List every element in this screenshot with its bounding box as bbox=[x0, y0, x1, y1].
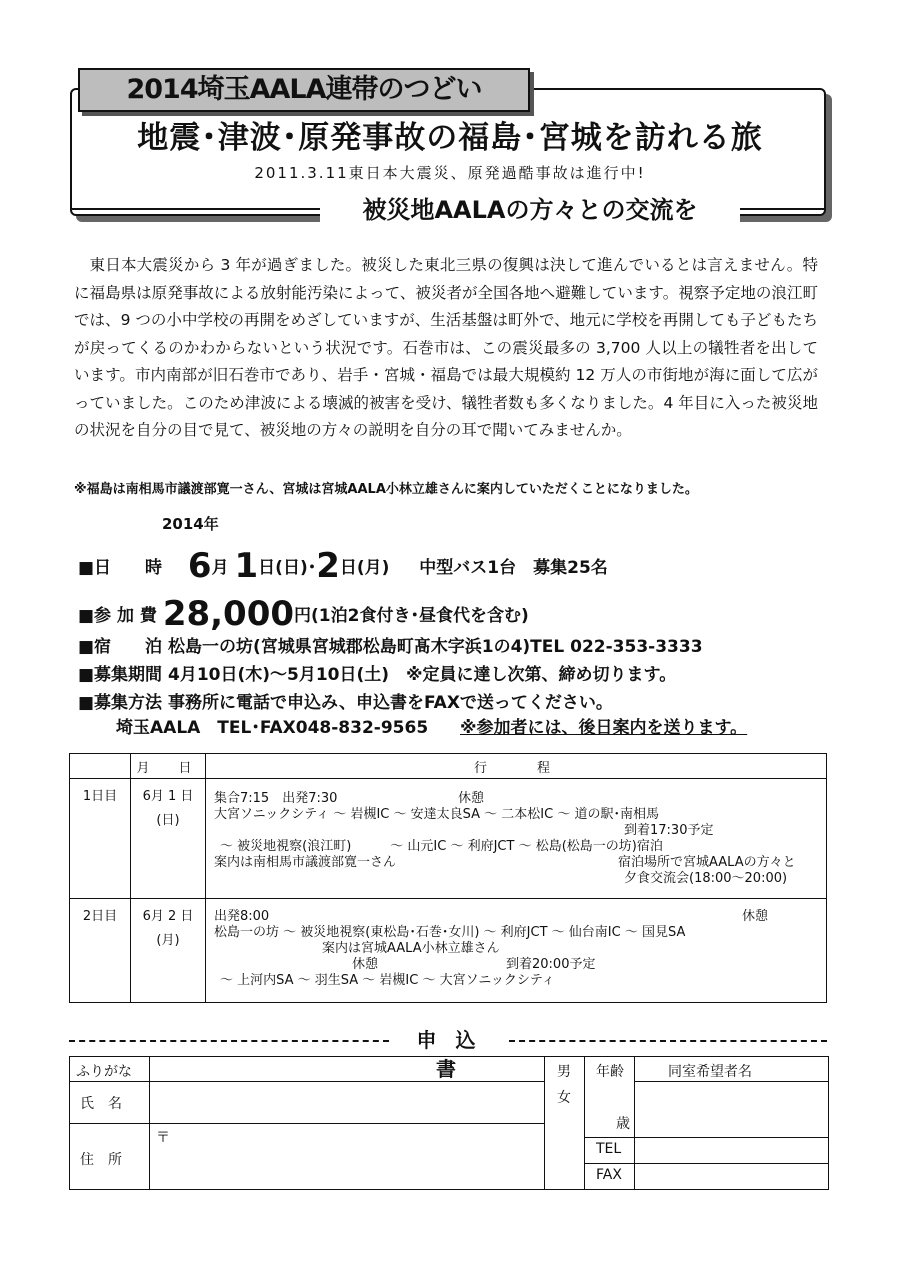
fax-label: FAX bbox=[596, 1167, 622, 1183]
fax-field[interactable] bbox=[636, 1165, 826, 1187]
stay-line bbox=[78, 632, 703, 657]
period-line bbox=[78, 660, 676, 685]
sub-title: 被災地AALAの方々との交流を bbox=[320, 190, 740, 225]
method-label: ■募集方法 bbox=[78, 693, 163, 713]
date-line bbox=[78, 546, 608, 586]
gender-female[interactable]: 女 bbox=[557, 1090, 571, 1106]
postal-mark: 〒 bbox=[156, 1130, 170, 1146]
itinerary-line: 大宮ソニックシティ ～ 岩槻IC ～ 安達太良SA ～ 二本松IC ～ 道の駅･南相馬 bbox=[214, 807, 659, 822]
itinerary-line: 到着17:30予定 bbox=[624, 823, 714, 838]
heading-dash-left bbox=[69, 1040, 389, 1042]
day1-itinerary bbox=[206, 779, 827, 899]
date-extra: 中型バス1台 募集25名 bbox=[419, 558, 608, 578]
itinerary-line: 夕食交流会(18:00～20:00) bbox=[624, 871, 788, 886]
fee-line bbox=[78, 594, 529, 634]
day2-date-cell bbox=[131, 899, 206, 1003]
form-line bbox=[634, 1057, 635, 1189]
contact-note: ※参加者には、後日案内を送ります。 bbox=[460, 718, 748, 738]
schedule-table bbox=[69, 753, 827, 1003]
itinerary-line: 松島一の坊 ～ 被災地視察(東松島･石巻･女川) ～ 利府JCT ～ 仙台南IC ～ 国見SA bbox=[214, 925, 686, 940]
heading-dash-right bbox=[509, 1040, 827, 1042]
itinerary-line: ～ 被災地視察(浪江町) ～ 山元IC ～ 利府JCT ～ 松島(松島一の坊)宿泊 bbox=[220, 839, 663, 854]
contact-info: 埼玉AALA TEL･FAX048-832-9565 bbox=[116, 718, 429, 738]
date-day1-suffix: 日(日)･ bbox=[258, 558, 317, 578]
method-line bbox=[78, 688, 613, 713]
form-line bbox=[70, 1081, 544, 1082]
day1-date-cell bbox=[131, 779, 206, 899]
period-value: 4月10日(木)～5月10日(土) ※定員に達し次第、締め切ります。 bbox=[167, 665, 677, 685]
schedule-header-row bbox=[70, 754, 827, 779]
date-day2-suffix: 日(月) bbox=[339, 558, 390, 578]
date-day1: 1 bbox=[234, 546, 259, 586]
address-field[interactable] bbox=[154, 1125, 542, 1187]
form-line bbox=[70, 1123, 544, 1124]
form-line bbox=[544, 1057, 545, 1189]
stay-label: ■宿 泊 bbox=[78, 637, 163, 657]
itinerary-line: ～ 上河内SA ～ 羽生SA ～ 岩槻IC ～ 大宮ソニックシティ bbox=[220, 973, 555, 988]
application-form bbox=[69, 1056, 829, 1190]
day2-itinerary bbox=[206, 899, 827, 1003]
fee-suffix: 円(1泊2食付き･昼食代を含む) bbox=[294, 606, 529, 626]
date-month-unit: 月 bbox=[211, 558, 229, 578]
date-day2: 2 bbox=[316, 546, 340, 586]
address-label: 住 所 bbox=[80, 1152, 122, 1168]
period-label: ■募集期間 bbox=[78, 665, 163, 685]
form-line bbox=[584, 1163, 828, 1164]
sub-title-banner bbox=[70, 190, 826, 226]
day1-label: 1日目 bbox=[70, 779, 131, 899]
itinerary-line: 休憩 bbox=[352, 957, 379, 972]
day1-date: 6月 1 日 bbox=[142, 789, 194, 804]
age-label: 年齢 bbox=[596, 1064, 624, 1080]
tel-field[interactable] bbox=[636, 1139, 826, 1161]
form-line bbox=[634, 1081, 828, 1082]
day2-weekday: (月) bbox=[156, 933, 180, 948]
event-year: 2014年 bbox=[162, 515, 219, 533]
itinerary-line: 休憩 bbox=[742, 909, 769, 924]
day2-date: 6月 2 日 bbox=[142, 909, 194, 924]
intro-paragraph: 東日本大震災から 3 年が過ぎました。被災した東北三県の復興は決して進んでいるとは言えません。特に福島県は原発事故による放射能汚染によって、被災者が全国各地へ避難しています。視察予定地の浪江町では、9 つの小中学校の再開をめざしていますが、生活基盤は町外で、地元に学校を再開しても子どもたちが戻ってくるのかわからないという状況です。石巻市は、この震災最多の 3,700 人以上の犠牲者を出しています。市内南部が旧石巻市であり、岩手・宮城・福島では最大規模約 12 万人の市街地が海に面して広がっていました。このため津波による壊滅的被害を受け、犠牲者数も多くなりました。4 年目に入った被災地の状況を自分の目で見て、被災地の方々の説明を自分の耳で聞いてみませんか。 bbox=[74, 256, 818, 439]
main-title: 地震･津波･原発事故の福島･宮城を訪れる旅 bbox=[137, 120, 763, 156]
roommate-label: 同室希望者名 bbox=[668, 1064, 752, 1080]
schedule-row-day2 bbox=[70, 899, 827, 1003]
date-label: ■日 時 bbox=[78, 558, 163, 578]
contact-line bbox=[116, 713, 747, 738]
banner-rule-right bbox=[740, 208, 826, 210]
schedule-header-itinerary: 行 程 bbox=[206, 754, 827, 779]
name-field[interactable] bbox=[154, 1083, 542, 1121]
day1-weekday: (日) bbox=[156, 813, 180, 828]
schedule-header-date: 月 日 bbox=[131, 754, 206, 779]
stay-value: 松島一の坊(宮城県宮城郡松島町髙木字浜1の4)TEL 022-353-3333 bbox=[167, 637, 703, 657]
fee-label: ■参 加 費 bbox=[78, 606, 157, 626]
date-month: 6 bbox=[187, 546, 212, 586]
banner-rule-left bbox=[70, 208, 320, 210]
fee-value: 28,000 bbox=[162, 594, 295, 634]
itinerary-line: 宿泊場所で宮城AALAの方々と bbox=[618, 855, 796, 870]
itinerary-line: 出発8:00 bbox=[214, 909, 270, 924]
form-line bbox=[584, 1057, 585, 1189]
method-value: 事務所に電話で申込み、申込書をFAXで送ってください。 bbox=[167, 693, 613, 713]
guide-note: ※福島は南相馬市議渡部寛一さん、宮城は宮城AALA小林立雄さんに案内していただくことになりました。 bbox=[74, 482, 698, 497]
furigana-label: ふりがな bbox=[76, 1064, 132, 1080]
tel-label: TEL bbox=[596, 1141, 622, 1157]
day2-label: 2日目 bbox=[70, 899, 131, 1003]
schedule-header-day bbox=[70, 754, 131, 779]
furigana-field[interactable] bbox=[154, 1057, 542, 1081]
header-subline: 2011.3.11東日本大震災、原発過酷事故は進行中! bbox=[254, 164, 646, 182]
roommate-field[interactable] bbox=[636, 1083, 826, 1135]
form-line bbox=[584, 1137, 828, 1138]
itinerary-line: 案内は南相馬市議渡部寛一さん bbox=[214, 855, 397, 870]
name-label: 氏 名 bbox=[80, 1096, 122, 1112]
itinerary-line: 休憩 bbox=[458, 791, 485, 806]
gender-male[interactable]: 男 bbox=[557, 1064, 571, 1080]
event-tag: 2014埼玉AALA連帯のつどい bbox=[78, 68, 530, 112]
itinerary-line: 到着20:00予定 bbox=[506, 957, 596, 972]
age-unit: 歳 bbox=[616, 1116, 630, 1132]
itinerary-line: 案内は宮城AALA小林立雄さん bbox=[322, 941, 500, 956]
schedule-row-day1 bbox=[70, 779, 827, 899]
application-title: 申 込 書 bbox=[399, 1024, 499, 1082]
itinerary-line: 集合7:15 出発7:30 bbox=[214, 791, 338, 806]
